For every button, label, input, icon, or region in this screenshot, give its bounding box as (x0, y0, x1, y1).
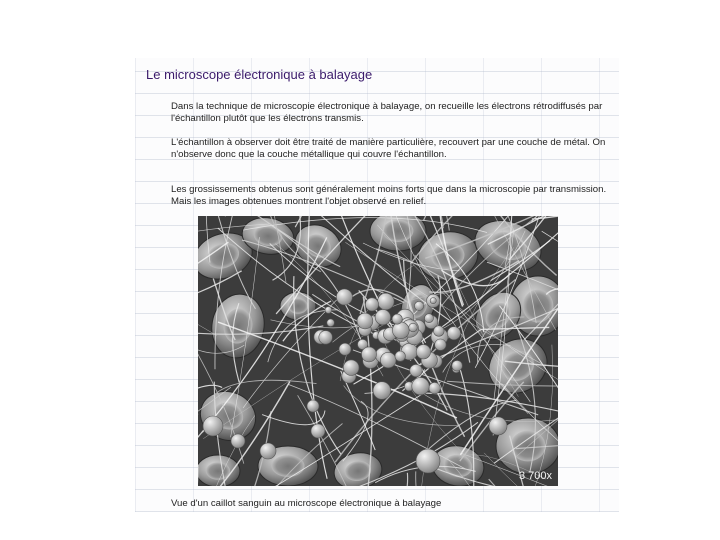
platelet (415, 301, 424, 310)
platelet (452, 360, 463, 371)
paragraph-2: L'échantillon à observer doit être traité de manière particulière, recouvert par une couche de métal. On n'observe donc que la couche métallique qui couvre l'échantillon. (171, 137, 606, 160)
platelet (231, 434, 245, 448)
platelet (416, 449, 440, 473)
paragraph-1: Dans la technique de microscopie électronique à balayage, on recueille les électrons rétrodiffusés par l'échantillon plutôt que les électrons transmis. (171, 101, 603, 124)
platelet (260, 443, 276, 459)
platelet (409, 323, 418, 332)
platelet (327, 319, 335, 327)
slide-title: Le microscope électronique à balayage (146, 67, 373, 82)
platelet (307, 400, 319, 412)
platelet (373, 382, 391, 400)
platelet (395, 351, 405, 361)
platelet (425, 314, 434, 323)
cell-center (206, 462, 230, 480)
micrograph-drawing (198, 216, 558, 486)
paragraph-3: Les grossissements obtenus sont généralement moins forts que dans la microscopie par transmission. Mais les images obtenues montrent l'objet observé en relief. (171, 184, 607, 207)
platelet (365, 298, 378, 311)
platelet (325, 307, 332, 314)
platelet (434, 326, 445, 337)
platelet (435, 339, 446, 350)
platelet (203, 416, 223, 436)
platelet (311, 424, 325, 438)
platelet (412, 378, 429, 395)
sem-micrograph (198, 216, 558, 486)
platelet (416, 345, 430, 359)
platelet (343, 360, 359, 376)
platelet (430, 298, 436, 304)
image-caption: Vue d'un caillot sanguin au microscope électronique à balayage (171, 498, 442, 509)
platelet (319, 331, 333, 345)
platelet (378, 293, 395, 310)
platelet (392, 314, 402, 324)
platelet (447, 327, 460, 340)
slide (135, 58, 619, 512)
platelet (429, 382, 440, 393)
red-blood-cell (198, 455, 240, 486)
platelet (392, 322, 409, 339)
platelet (375, 310, 390, 325)
platelet (357, 313, 373, 329)
platelet (336, 289, 352, 305)
platelet (489, 417, 507, 435)
platelet (380, 352, 396, 368)
platelet (410, 364, 422, 376)
magnification-label: 3 700x (518, 470, 552, 482)
platelet (362, 347, 377, 362)
platelet (339, 343, 351, 355)
